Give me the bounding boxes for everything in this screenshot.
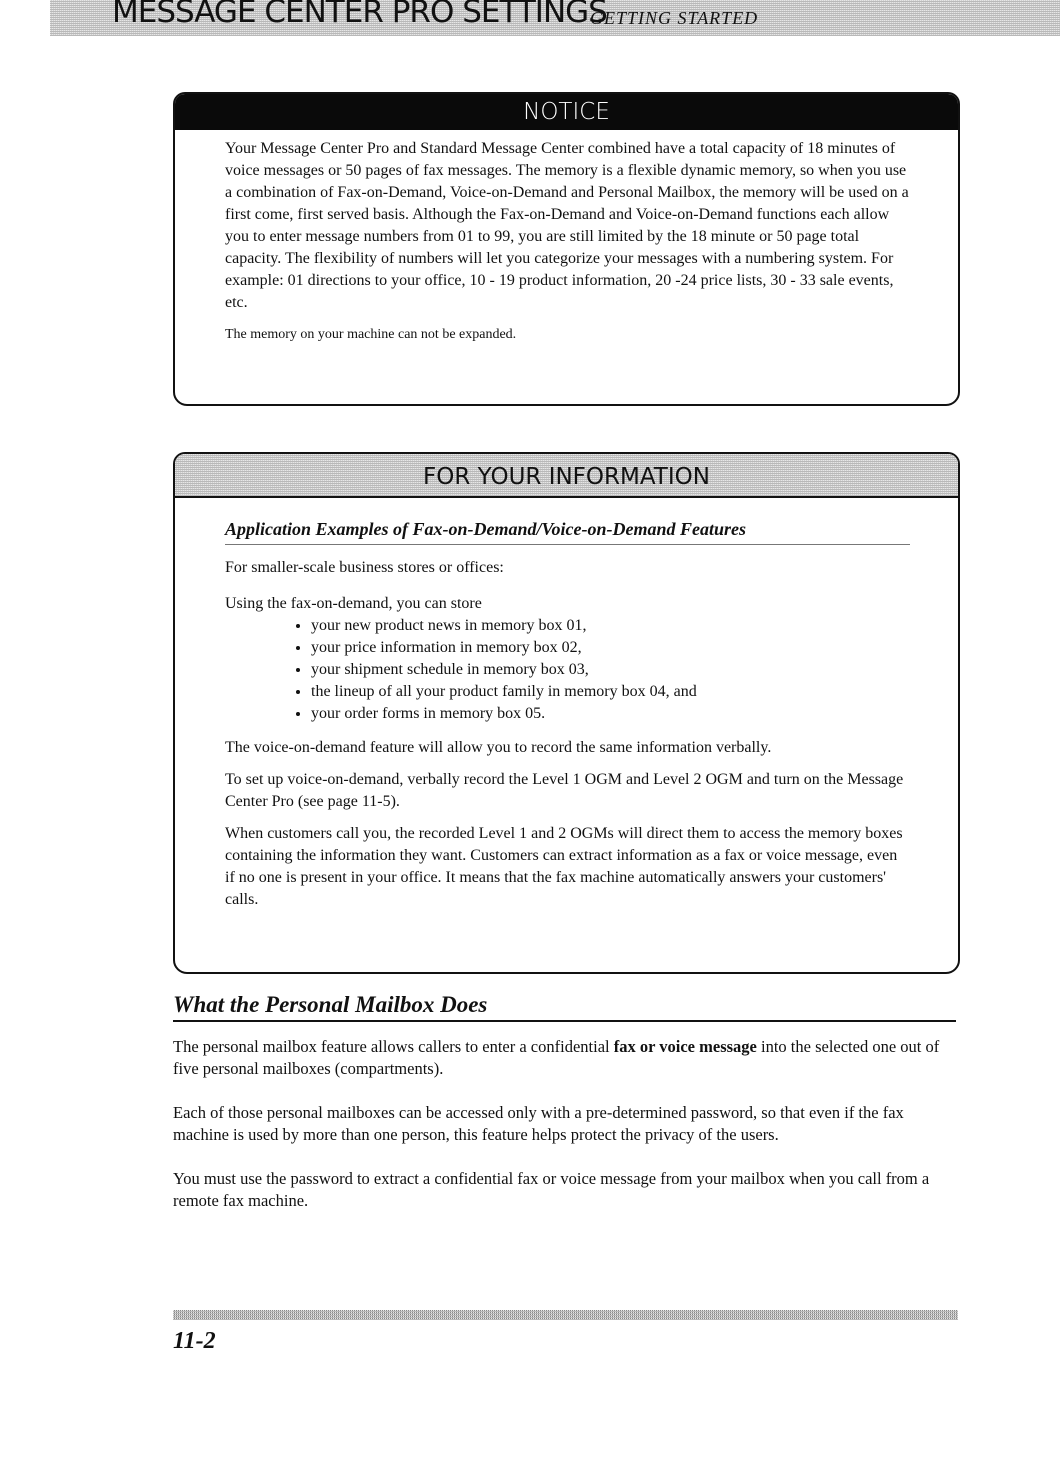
section-body bbox=[173, 1036, 958, 1234]
page-number: 11-2 bbox=[173, 1328, 216, 1354]
notice-heading: NOTICE bbox=[175, 94, 958, 130]
section-paragraph bbox=[173, 1036, 958, 1080]
section-paragraph: Each of those personal mailboxes can be accessed only with a pre-determined password, so that even if the fax machine is used by more than one person, this feature helps protect the privacy of the users. bbox=[173, 1103, 904, 1144]
list-item: • your price information in memory box 02, bbox=[311, 637, 910, 659]
fyi-subtitle: Application Examples of Fax-on-Demand/Voice-on-Demand Features bbox=[225, 518, 910, 545]
fyi-box bbox=[173, 452, 960, 974]
list-item: • your order forms in memory box 05. bbox=[311, 703, 910, 725]
footer-bar bbox=[173, 1310, 958, 1320]
fyi-paragraph: When customers call you, the recorded Level 1 and 2 OGMs will direct them to access the memory boxes containing the information they want. Customers can extract information as a fax or voice message, even if no one is present in your office. It means that the fax machine automatically answers your customers' calls. bbox=[225, 825, 903, 908]
header-title: MESSAGE CENTER PRO SETTINGS bbox=[112, 0, 607, 30]
fyi-paragraph: To set up voice-on-demand, verbally record the Level 1 OGM and Level 2 OGM and turn on the Message Center Pro (see page 11-5). bbox=[225, 771, 904, 810]
section-paragraph: You must use the password to extract a confidential fax or voice message from your mailbox when you call from a remote fax machine. bbox=[173, 1169, 930, 1210]
notice-paragraph: Your Message Center Pro and Standard Message Center combined have a total capacity of 18 minutes of voice messages or 50 pages of fax messages. The memory is a flexible dynamic memory, so when you use a combination of Fax-on-Demand, Voice-on-Demand and Personal Mailbox, the memory will be used on a first come, first served basis. Although the Fax-on-Demand and Voice-on-Demand functions each allow you to enter message numbers from 01 to 99, you are still limited by the 18 minute or 50 page total capacity. The flexibility of numbers will let you categorize your messages with a numbering system. For example: 01 directions to your office, 10 - 19 product information, 20 -24 price lists, 30 - 33 sale events, etc. bbox=[225, 140, 909, 311]
fyi-intro: For smaller-scale business stores or offices: bbox=[225, 559, 504, 576]
header-subtitle: GETTING STARTED bbox=[590, 8, 759, 28]
fyi-list-intro: Using the fax-on-demand, you can store bbox=[225, 595, 482, 612]
bold-text: fax or voice message bbox=[613, 1037, 757, 1056]
text: The personal mailbox feature allows callers to enter a confidential bbox=[173, 1037, 614, 1056]
section-title: What the Personal Mailbox Does bbox=[173, 992, 956, 1022]
fyi-paragraph: The voice-on-demand feature will allow you to record the same information verbally. bbox=[225, 739, 772, 756]
list-item: • your shipment schedule in memory box 03, bbox=[311, 659, 910, 681]
text: into the selected one out of five personal mailboxes (compartments). bbox=[173, 1037, 940, 1078]
fyi-list bbox=[225, 615, 910, 725]
page-header bbox=[50, 0, 1060, 36]
list-item: • the lineup of all your product family in memory box 04, and bbox=[311, 681, 910, 703]
fyi-heading: FOR YOUR INFORMATION bbox=[175, 454, 958, 498]
list-item: • your new product news in memory box 01, bbox=[311, 615, 910, 637]
notice-paragraph: The memory on your machine can not be expanded. bbox=[225, 327, 517, 342]
notice-box bbox=[173, 92, 960, 406]
